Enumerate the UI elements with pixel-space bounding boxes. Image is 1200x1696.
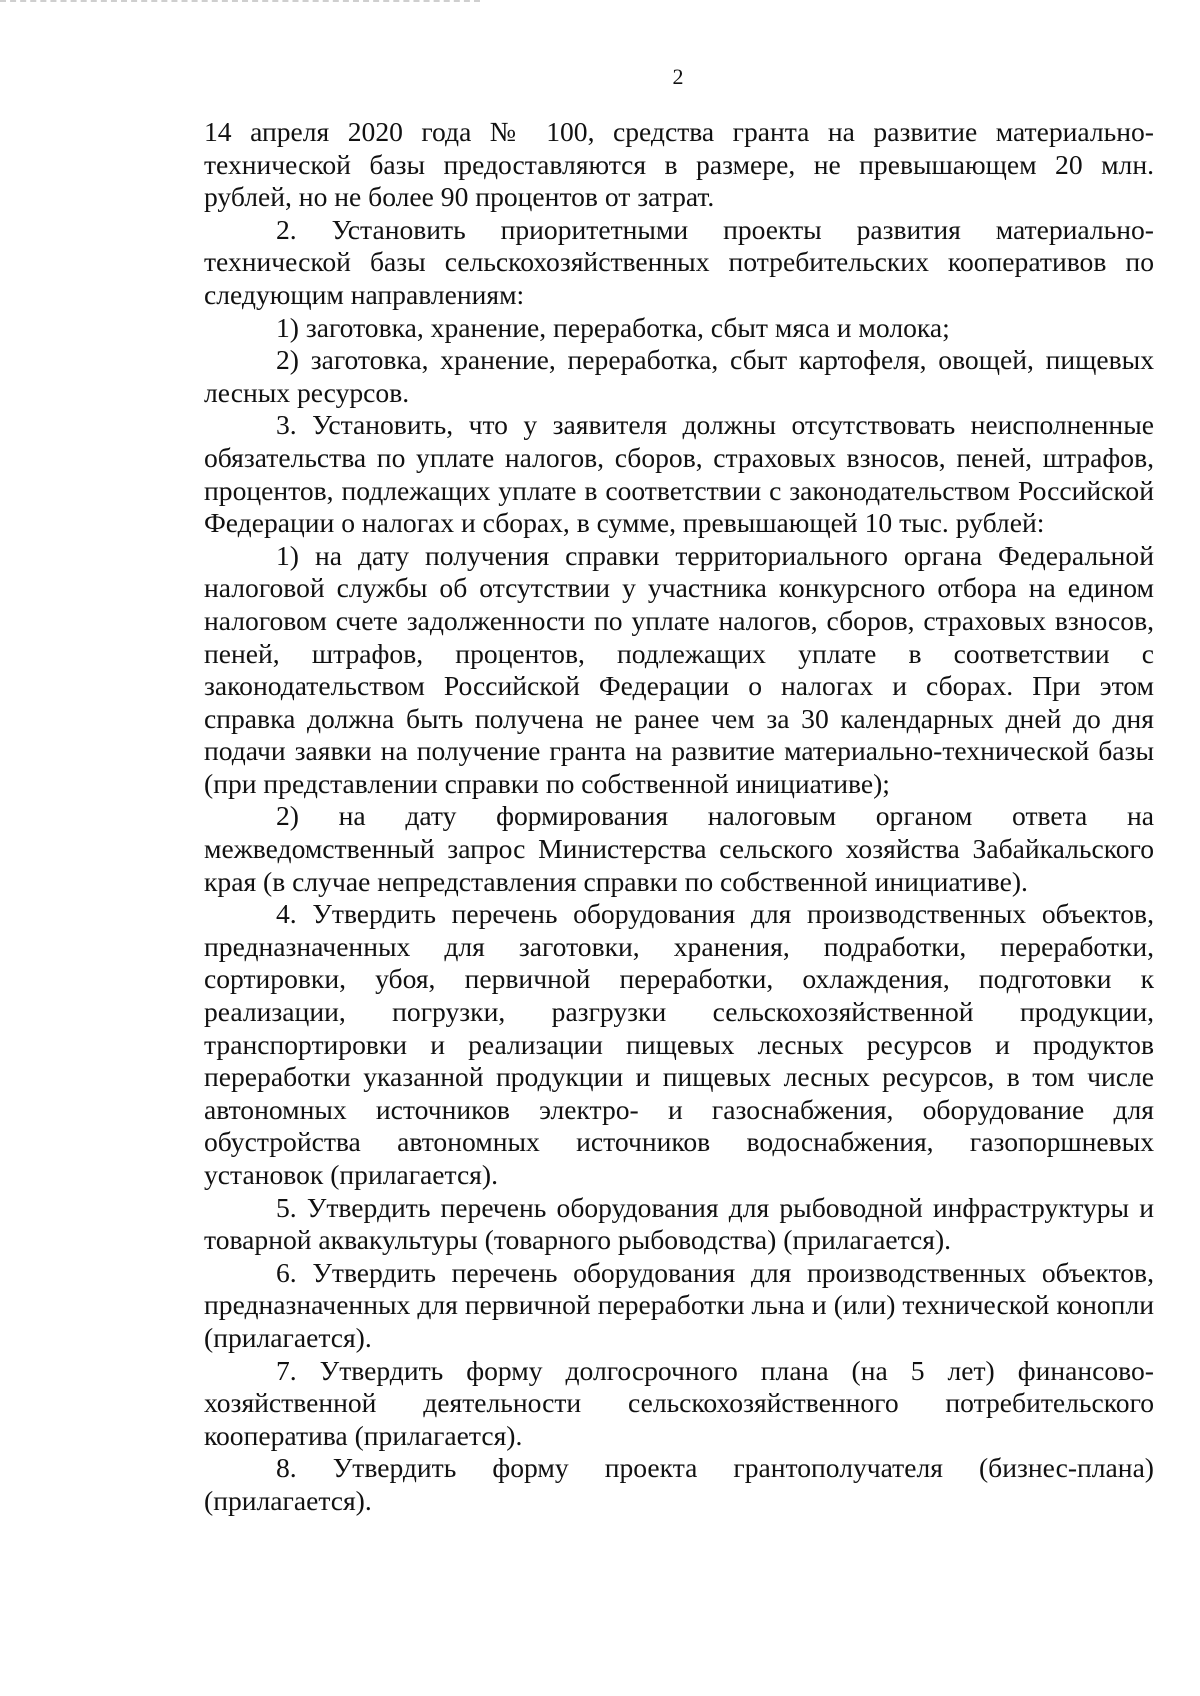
paragraph-item-5: 5. Утвердить перечень оборудования для рыбоводной инфраструктуры и товарной аквакультуры (товарного рыбоводства) (прилагается). bbox=[204, 1191, 1154, 1256]
paragraph-subitem-2-1: 1) заготовка, хранение, переработка, сбыт мяса и молока; bbox=[276, 311, 950, 343]
paragraph-subitem-3-2: 2) на дату формирования налоговым органом ответа на межведомственный запрос Министерства сельского хозяйства Забайкальского края (в случае непредставления справки по собственной инициативе). bbox=[204, 800, 1154, 897]
document-body bbox=[204, 116, 1154, 1518]
scan-edge-line bbox=[0, 0, 480, 2]
paragraph-item-7: 7. Утвердить форму долгосрочного плана (на 5 лет) финансово-хозяйственной деятельности сельскохозяйственного потребительского кооператива (прилагается). bbox=[204, 1354, 1154, 1451]
paragraph-item-4: 4. Утвердить перечень оборудования для производственных объектов, предназначенных для заготовки, хранения, подработки, переработки, сортировки, убоя, первичной переработки, охлаждения, подготовки к реализации, погрузки, разгрузки сельскохозяйственной продукции, транспортировки и реализации пищевых лесных ресурсов и продуктов переработки указанной продукции и пищевых лесных ресурсов, в том числе автономных источников электро- и газоснабжения, оборудование для обустройства автономных источников водоснабжения, газопоршневых установок (прилагается). bbox=[204, 898, 1154, 1190]
page-number: 2 bbox=[672, 64, 684, 89]
paragraph-subitem-3-1: 1) на дату получения справки территориального органа Федеральной налоговой службы об отсутствии у участника конкурсного отбора на едином налоговом счете задолженности по уплате налогов, сборов, страховых взносов, пеней, штрафов, процентов, подлежащих уплате в соответствии с законодательством Российской Федерации о налогах и сборах. При этом справка должна быть получена не ранее чем за 30 календарных дней до дня подачи заявки на получение гранта на развитие материально-технической базы (при представлении справки по собственной инициативе); bbox=[204, 539, 1154, 799]
paragraph-item-6: 6. Утвердить перечень оборудования для производственных объектов, предназначенных для первичной переработки льна и (или) технической конопли (прилагается). bbox=[204, 1256, 1154, 1353]
paragraph-item-2: 2. Установить приоритетными проекты развития материально-технической базы сельскохозяйственных потребительских кооперативов по следующим направлениям: bbox=[204, 213, 1154, 310]
paragraph-continuation: 14 апреля 2020 года № 100, средства гранта на развитие материально-технической базы предоставляются в размере, не превышающем 20 млн. рублей, но не более 90 процентов от затрат. bbox=[204, 116, 1154, 213]
paragraph-subitem-2-2: 2) заготовка, хранение, переработка, сбыт картофеля, овощей, пищевых лесных ресурсов. bbox=[204, 344, 1154, 408]
paragraph-item-8: 8. Утвердить форму проекта грантополучателя (бизнес-плана) (прилагается). bbox=[204, 1452, 1154, 1516]
paragraph-item-3: 3. Установить, что у заявителя должны отсутствовать неисполненные обязательства по уплате налогов, сборов, страховых взносов, пеней, штрафов, процентов, подлежащих уплате в соответствии с законодательством Российской Федерации о налогах и сборах, в сумме, превышающей 10 тыс. рублей: bbox=[204, 409, 1154, 539]
